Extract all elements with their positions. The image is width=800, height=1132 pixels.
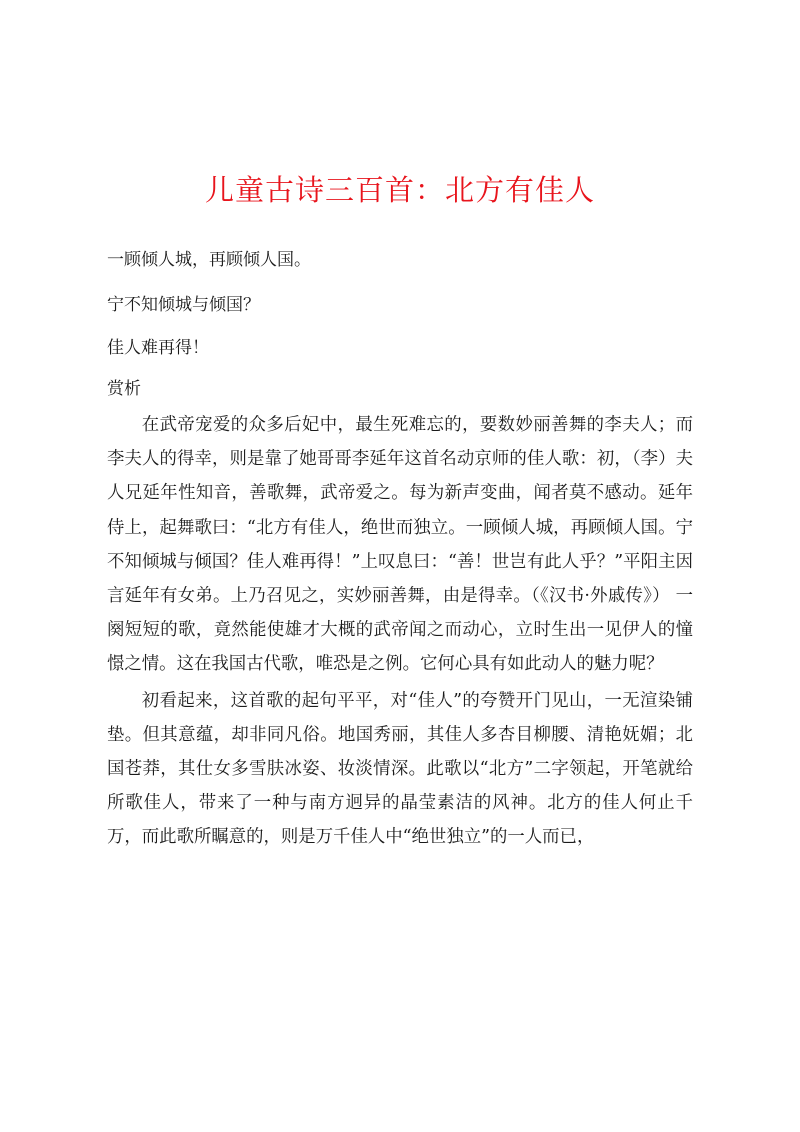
poem-line-1: 一顾倾人城，再顾倾人国。 [107,250,311,270]
poem-line-3: 佳人难再得！ [107,338,209,358]
section-heading: 赏析 [107,379,141,399]
poem-line-2: 宁不知倾城与倾国？ [107,295,260,315]
document-title: 儿童古诗三百首：北方有佳人 [204,173,595,207]
paragraph-2: 初看起来，这首歌的起句平平，对“佳人”的夸赞开门见山，一无渲染铺垫。但其意蕴，却非同凡俗。地国秀丽，其佳人多杏目柳腰、清艳妩媚；北国苍莽，其仕女多雪肤冰姿、妆淡情深。此歌以“北方”二字领起，开笔就给所歌佳人，带来了一种与南方迥异的晶莹素洁的风神。北方的佳人何止千万，而此歌所瞩意的，则是万千佳人中“绝世独立”的一人而已， [107,690,693,848]
paragraph-1: 在武帝宠爱的众多后妃中，最生死难忘的，要数妙丽善舞的李夫人；而李夫人的得幸，则是靠了她哥哥李延年这首名动京师的佳人歌：初，（李）夫人兄延年性知音，善歌舞，武帝爱之。每为新声变曲，闻者莫不感动。延年侍上，起舞歌曰：“北方有佳人，绝世而独立。一顾倾人城，再顾倾人国。宁不知倾城与倾国？佳人难再得！”上叹息曰：“善！世岂有此人乎？”平阳主因言延年有女弟。上乃召见之，实妙丽善舞，由是得幸。（《汉书·外戚传》） 一阕短短的歌，竟然能使雄才大概的武帝闻之而动心，立时生出一见伊人的憧憬之情。这在我国古代歌，唯恐是之例。它何心具有如此动人的魅力呢？ [107,415,693,675]
analysis-body [107,408,693,855]
